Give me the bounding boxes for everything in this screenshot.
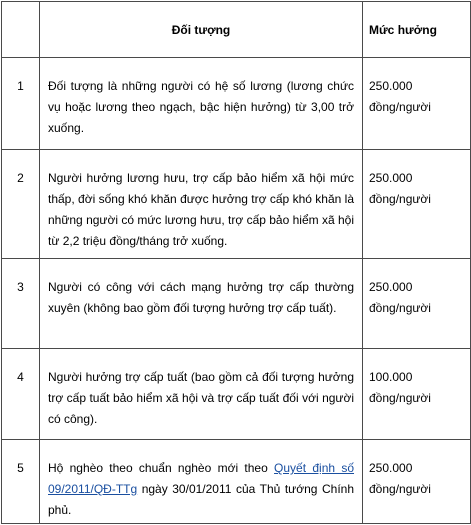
table-row bbox=[2, 259, 471, 349]
row-number: 4 bbox=[2, 349, 40, 440]
row-amount: 100.000 đồng/người bbox=[363, 349, 471, 440]
row-subject: Đối tượng là những người có hệ số lương (lương chức vụ hoặc lương theo ngạch, bậc hiện hưởng) từ 3,00 trở xuống. bbox=[40, 58, 363, 150]
table-row bbox=[2, 58, 471, 150]
row-amount: 250.000 đồng/người bbox=[363, 150, 471, 259]
row-subject: Người hưởng trợ cấp tuất (bao gồm cả đối tượng hưởng trợ cấp tuất bảo hiểm xã hội và trợ cấp tuất đối với người có công). bbox=[40, 349, 363, 440]
header-amount: Mức hưởng bbox=[363, 2, 471, 58]
row-subject: Người có công với cách mạng hưởng trợ cấp thường xuyên (không bao gồm đối tượng hưởng trợ cấp tuất). bbox=[40, 259, 363, 349]
row-subject bbox=[40, 440, 363, 524]
header-subject: Đối tượng bbox=[40, 2, 363, 58]
row-subject-text-before: Hộ nghèo theo chuẩn nghèo mới theo bbox=[48, 461, 275, 475]
table-row bbox=[2, 440, 471, 524]
table-row bbox=[2, 150, 471, 259]
row-number: 2 bbox=[2, 150, 40, 259]
row-number: 5 bbox=[2, 440, 40, 524]
row-amount: 250.000 đồng/người bbox=[363, 440, 471, 524]
row-subject-text-after: ngày 30/01/2011 của Thủ tướng Chính phủ. bbox=[48, 482, 354, 517]
row-amount: 250.000 đồng/người bbox=[363, 259, 471, 349]
table-row bbox=[2, 349, 471, 440]
benefits-table bbox=[1, 1, 471, 524]
row-subject: Người hưởng lương hưu, trợ cấp bảo hiểm xã hội mức thấp, đời sống khó khăn được hưởng trợ cấp khó khăn là những người có mức lương hưu, trợ cấp bảo hiểm xã hội từ 2,2 triệu đồng/tháng trở xuống. bbox=[40, 150, 363, 259]
row-number: 1 bbox=[2, 58, 40, 150]
table-header-row bbox=[2, 2, 471, 58]
row-number: 3 bbox=[2, 259, 40, 349]
row-amount: 250.000 đồng/người bbox=[363, 58, 471, 150]
decision-link[interactable]: Quyết định số 09/2011/QĐ-TTg bbox=[48, 461, 355, 496]
header-number bbox=[2, 2, 40, 58]
